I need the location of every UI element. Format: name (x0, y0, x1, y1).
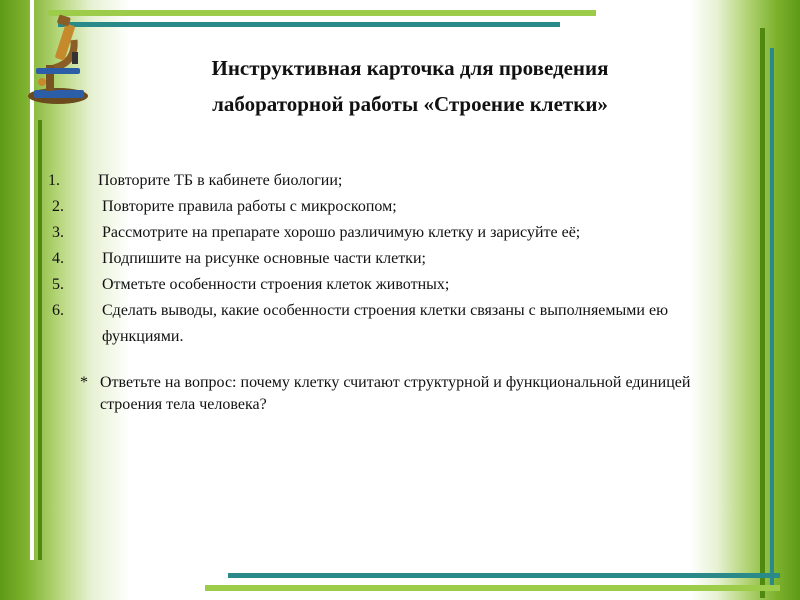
list-item-text: Повторите ТБ в кабинете биологии; (98, 172, 343, 189)
list-item-text: Подпишите на рисунке основные части клетки; (102, 250, 426, 267)
list-item-text: Повторите правила работы с микроскопом; (102, 198, 397, 215)
list-item (40, 220, 730, 246)
list-item-number: 1. (48, 172, 60, 189)
list-item-number: 5. (52, 276, 64, 293)
slide-title (150, 50, 670, 122)
list-item-number: 3. (52, 224, 64, 241)
title-line-2: лабораторной работы «Строение клетки» (212, 92, 608, 116)
title-line-1: Инструктивная карточка для проведения (211, 56, 609, 80)
list-item-number: 4. (52, 250, 64, 267)
bottom-bar-green (205, 585, 780, 591)
bottom-bar-teal (228, 573, 780, 578)
instruction-list (40, 168, 730, 350)
top-bar-green (48, 10, 596, 16)
question-marker: * (80, 374, 88, 391)
bonus-question (80, 372, 700, 416)
list-item-number: 2. (52, 198, 64, 215)
list-item (40, 246, 730, 272)
right-vbar-teal (770, 48, 774, 588)
list-item (40, 272, 730, 298)
list-item-number: 6. (52, 302, 64, 319)
top-bar-teal (58, 22, 560, 27)
microscope-icon (26, 10, 96, 106)
right-vbar-green (760, 28, 765, 598)
list-item (40, 298, 730, 350)
list-item-text: Отметьте особенности строения клеток животных; (102, 276, 450, 293)
question-text: Ответьте на вопрос: почему клетку считают структурной и функциональной единицей строения тела человека? (100, 374, 691, 413)
list-item (40, 168, 730, 194)
list-item (40, 194, 730, 220)
list-item-text: Сделать выводы, какие особенности строения клетки связаны с выполняемыми ею функциями. (102, 302, 669, 345)
list-item-text: Рассмотрите на препарате хорошо различимую клетку и зарисуйте её; (102, 224, 581, 241)
